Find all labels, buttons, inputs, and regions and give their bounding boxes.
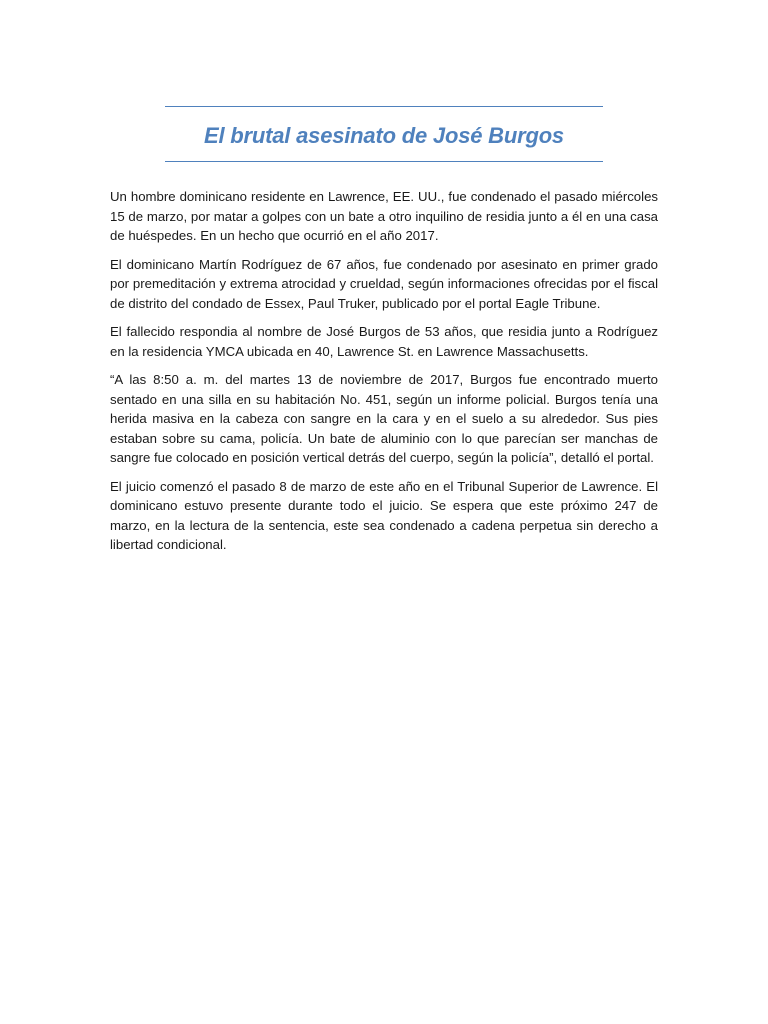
article-body	[110, 187, 658, 564]
title-block	[165, 106, 603, 162]
paragraph: El juicio comenzó el pasado 8 de marzo de este año en el Tribunal Superior de Lawrence. El dominicano estuvo presente durante todo el juicio. Se espera que este próximo 247 de marzo, en la lectura de la sentencia, este sea condenado a cadena perpetua sin derecho a libertad condicional.	[110, 478, 658, 552]
paragraph: El dominicano Martín Rodríguez de 67 años, fue condenado por asesinato en primer grado por premeditación y extrema atrocidad y crueldad, según informaciones ofrecidas por el fiscal de distrito del condado de Essex, Paul Truker, publicado por el portal Eagle Tribune.	[110, 256, 658, 311]
paragraph: El fallecido respondia al nombre de José Burgos de 53 años, que residia junto a Rodríguez en la residencia YMCA ubicada en 40, Lawrence St. en Lawrence Massachusetts.	[110, 324, 658, 359]
title-bottom-rule	[165, 161, 603, 162]
paragraph: “A las 8:50 a. m. del martes 13 de noviembre de 2017, Burgos fue encontrado muerto sentado en una silla en su habitación No. 451, según un informe policial. Burgos tenía una herida masiva en la cabeza con sangre en la cara y en el suelo a su alrededor. Sus pies estaban sobre su cama, policía. Un bate de aluminio con lo que parecían ser manchas de sangre fue colocado en posición vertical detrás del cuerpo, según la policía”, detalló el portal.	[110, 372, 658, 465]
paragraph: Un hombre dominicano residente en Lawrence, EE. UU., fue condenado el pasado miércoles 15 de marzo, por matar a golpes con un bate a otro inquilino de residia junto a él en una casa de huéspedes. En un hecho que ocurrió en el año 2017.	[110, 189, 658, 243]
document-title: El brutal asesinato de José Burgos	[204, 123, 564, 148]
